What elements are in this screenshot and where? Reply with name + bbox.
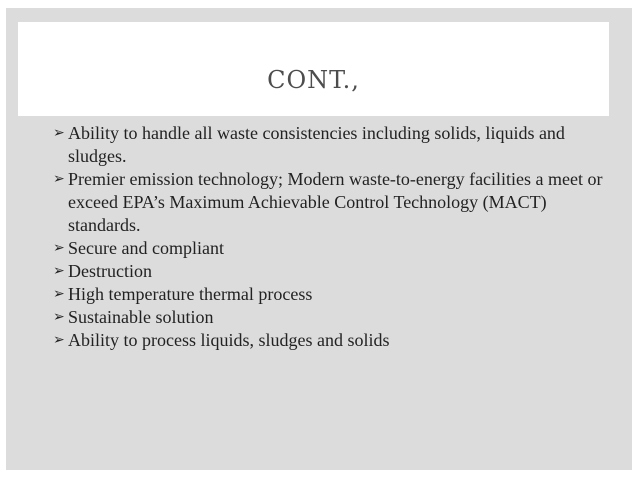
bullet-text: Ability to handle all waste consistencies including solids, liquids and sludges.: [68, 123, 565, 166]
bullet-item: [53, 122, 613, 168]
bullet-item: [53, 260, 613, 283]
bullet-text: Ability to process liquids, sludges and solids: [68, 330, 390, 350]
arrow-bullet-icon: ➢: [53, 287, 65, 302]
arrow-bullet-icon: ➢: [53, 241, 65, 256]
bullet-item: [53, 329, 613, 352]
bullet-item: [53, 168, 613, 237]
bullet-list: [53, 122, 613, 352]
arrow-bullet-icon: ➢: [53, 172, 65, 187]
arrow-bullet-icon: ➢: [53, 126, 65, 141]
slide-title: CONT.,: [267, 66, 360, 94]
slide: [6, 8, 632, 470]
bullet-item: [53, 237, 613, 260]
bullet-text: Premier emission technology; Modern waste-to-energy facilities a meet or exceed EPA’s Maximum Achievable Control Technology (MACT) standards.: [68, 169, 603, 235]
title-box: [18, 22, 609, 116]
arrow-bullet-icon: ➢: [53, 264, 65, 279]
bullet-text: Secure and compliant: [68, 238, 224, 258]
bullet-text: Sustainable solution: [68, 307, 214, 327]
bullet-text: High temperature thermal process: [68, 284, 313, 304]
bullet-text: Destruction: [68, 261, 152, 281]
arrow-bullet-icon: ➢: [53, 310, 65, 325]
arrow-bullet-icon: ➢: [53, 333, 65, 348]
bullet-item: [53, 283, 613, 306]
bullet-item: [53, 306, 613, 329]
